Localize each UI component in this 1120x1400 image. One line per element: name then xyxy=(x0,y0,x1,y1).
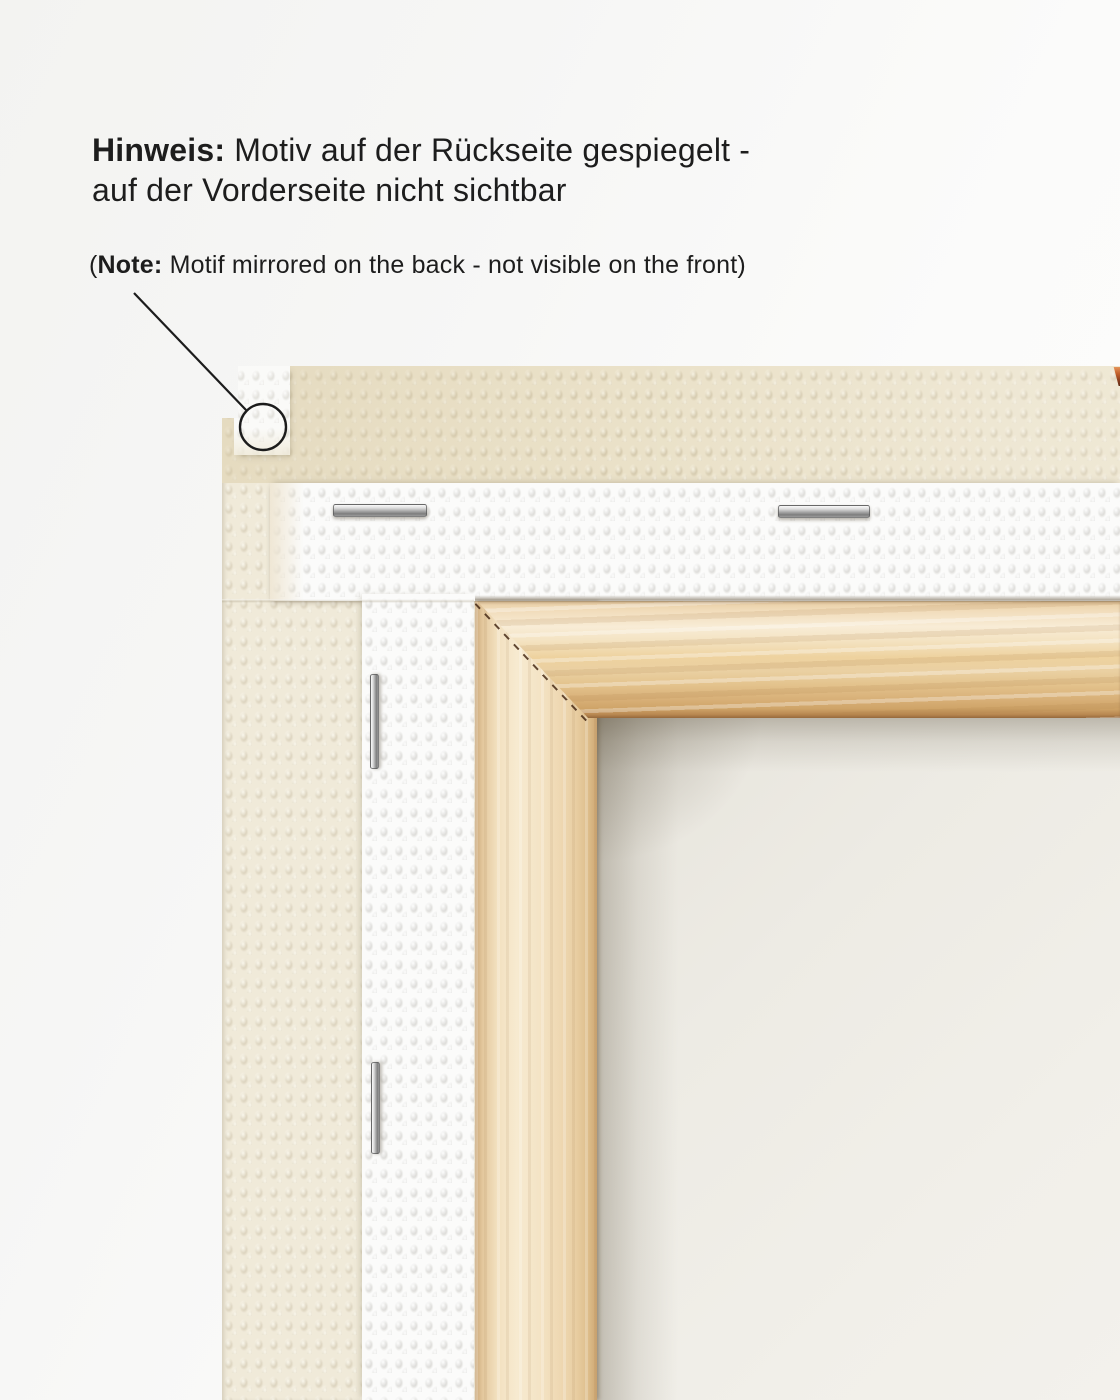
canvas-corner-fold xyxy=(234,366,290,455)
callout-line xyxy=(134,293,246,410)
canvas-white-edge-top xyxy=(270,483,1120,601)
note-english-paren: ( xyxy=(89,251,98,279)
staple-top-right xyxy=(778,505,870,518)
note-german-line1 xyxy=(92,130,872,170)
canvas-fold-crease xyxy=(222,599,474,603)
canvas-back xyxy=(222,366,1120,1400)
note-text-english xyxy=(89,249,909,281)
note-english-label: Note: xyxy=(97,251,163,279)
staple-left-upper xyxy=(370,674,379,769)
stretcher-bar-left xyxy=(475,601,597,1400)
note-text-german xyxy=(92,130,872,210)
note-german-line1-text: Motiv auf der Rückseite gespiegelt - xyxy=(234,132,751,168)
shadow-line-above-top-bar xyxy=(475,595,1120,602)
stretcher-bar-top xyxy=(475,601,1120,718)
canvas-top-fold-mirrored-motif xyxy=(222,366,1120,483)
note-german-label: Hinweis: xyxy=(92,132,226,168)
inner-canvas-back xyxy=(594,714,1120,1400)
staple-top-left xyxy=(333,504,427,517)
shadow-corner xyxy=(594,714,764,864)
staple-left-lower xyxy=(371,1062,380,1154)
note-german-line2: auf der Vorderseite nicht sichtbar xyxy=(92,172,567,208)
note-english-text: Motif mirrored on the back - not visible on the front) xyxy=(169,251,746,279)
